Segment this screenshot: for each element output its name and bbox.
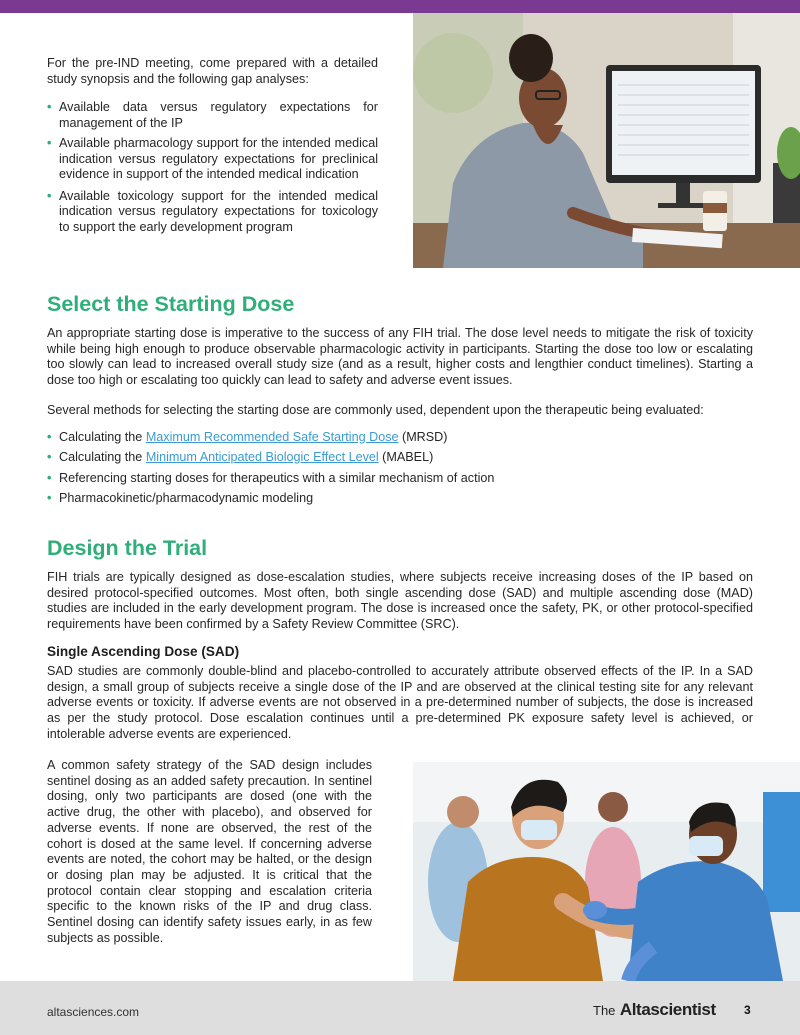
starting-dose-section bbox=[47, 291, 753, 507]
mabel-link[interactable]: Minimum Anticipated Biologic Effect Level bbox=[145, 450, 379, 465]
list-item-text: Calculating the bbox=[59, 450, 146, 465]
photo-injection-illustration bbox=[413, 762, 800, 981]
starting-dose-paragraph-1: An appropriate starting dose is imperative to the success of any FIH trial. The dose level needs to mitigate the risk of toxicity while being high enough to produce observable pharmacologic activity in participants. Starting the dose too low or escalating too slowly can lead to increased overall study size (and as a result, higher costs and lengthier conduct timelines). Starting a dose too high or escalating too quickly can lead to safety and adverse event issues. bbox=[47, 326, 753, 388]
list-item-text: (MRSD) bbox=[398, 429, 448, 444]
brand-the: The bbox=[593, 1003, 616, 1018]
starting-dose-paragraph-2: Several methods for selecting the starting dose are commonly used, dependent upon the therapeutic being evaluated: bbox=[47, 402, 704, 417]
brand-name: Altascientist bbox=[619, 1000, 716, 1019]
sad-paragraph: SAD studies are commonly double-blind and placebo-controlled to accurately attribute observed effects of the IP. In a SAD design, a small group of subjects receive a single dose of the IP and are observed at the clinical testing site for any relevant adverse events or toxicity. If adverse events are not observed in a pre-determined number of subjects, the dose is increased as per the study protocol. Dose escalation continues until a pre-determined PK exposure safety level is achieved, or intolerable adverse events are experienced. bbox=[47, 663, 753, 741]
list-item: • Pharmacokinetic/pharmacodynamic modeling bbox=[47, 491, 753, 507]
brand-logo bbox=[593, 1000, 716, 1020]
starting-dose-method-list bbox=[47, 430, 753, 507]
photo-clinical-injection bbox=[413, 762, 800, 981]
sentinel-section bbox=[47, 758, 372, 946]
intro-bullet-list bbox=[47, 100, 378, 235]
list-item: • Available toxicology support for the intended medical indication versus regulatory expectations for toxicology to support the early development program bbox=[47, 189, 378, 236]
list-item-text: (MABEL) bbox=[378, 450, 434, 465]
list-item bbox=[47, 450, 753, 466]
photo-researcher-illustration bbox=[413, 13, 800, 268]
mrsd-link[interactable]: Maximum Recommended Safe Starting Dose bbox=[145, 429, 399, 444]
page-number: 3 bbox=[744, 1003, 751, 1017]
footer-website: altasciences.com bbox=[47, 1005, 140, 1019]
list-item: • Referencing starting doses for therapeutics with a similar mechanism of action bbox=[47, 471, 753, 487]
list-item: • Available pharmacology support for the intended medical indication versus regulatory expectations for preclinical evidence in support of the intended medical indication bbox=[47, 136, 378, 183]
list-item-text: Calculating the bbox=[59, 429, 146, 444]
sentinel-paragraph: A common safety strategy of the SAD design includes sentinel dosing as an added safety precaution. In sentinel dosing, only two participants are dosed (one with the active drug, the other with placebo), and observed for adverse events. If none are observed, the rest of the cohort is dosed at the same level. If concerning adverse events are noted, the cohort may be halted, or the design or dosing plan may be adjusted. It is critical that the protocol contain clear stopping and escalation criteria specific to the known risks of the IP and drug class. Sentinel dosing can identify safety issues early, in as few subjects as possible. bbox=[47, 758, 372, 945]
photo-researcher-at-computer bbox=[413, 13, 800, 268]
intro-section bbox=[47, 56, 378, 235]
design-paragraph: FIH trials are typically designed as dose-escalation studies, where subjects receive increasing doses of the IP based on desired protocol-specified outcomes. Most often, both single ascending dose (SAD) and multiple ascending dose (MAD) studies are included in the early development program. The dose is increased once the safety, PK, or other protocol-specified requirements have been confirmed by a Safety Review Committee (SRC). bbox=[47, 570, 753, 632]
intro-text: For the pre-IND meeting, come prepared with a detailed study synopsis and the following gap analyses: bbox=[47, 56, 378, 86]
page-footer bbox=[0, 981, 800, 1035]
top-accent-bar bbox=[0, 0, 800, 13]
section-heading: Select the Starting Dose bbox=[47, 292, 295, 316]
list-item bbox=[47, 430, 753, 446]
design-trial-section bbox=[47, 535, 753, 742]
list-item: • Available data versus regulatory expectations for management of the IP bbox=[47, 100, 378, 131]
subsection-heading: Single Ascending Dose (SAD) bbox=[47, 643, 240, 659]
section-heading: Design the Trial bbox=[47, 536, 208, 560]
